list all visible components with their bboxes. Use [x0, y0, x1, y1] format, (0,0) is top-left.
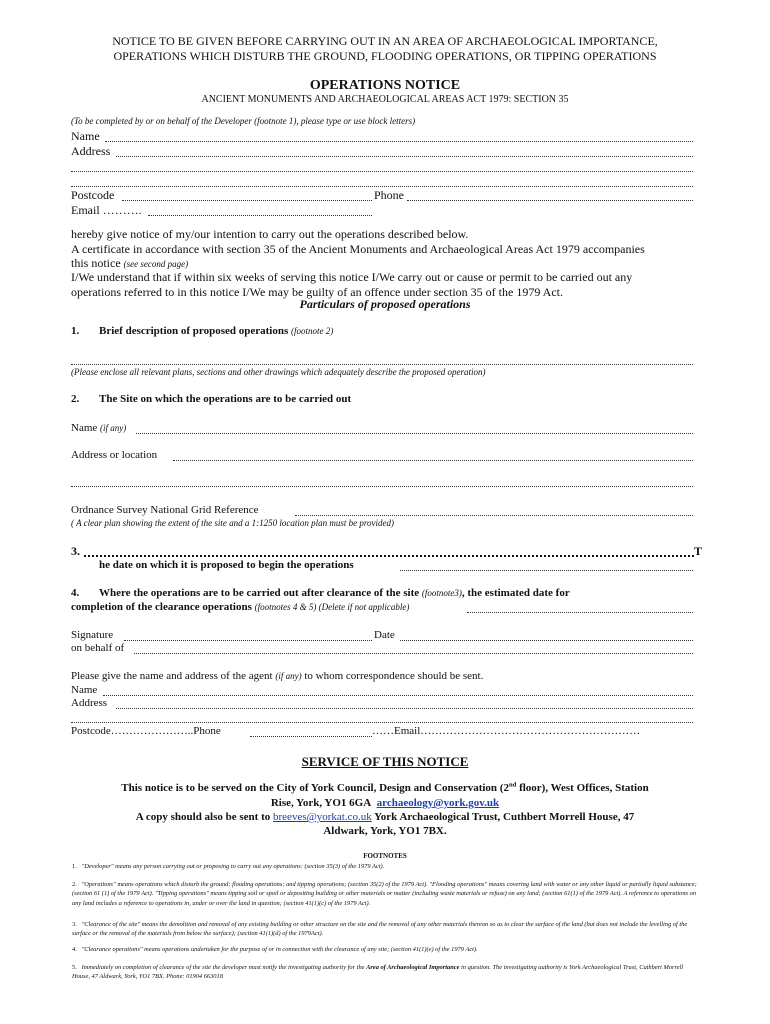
grid-reference-label: Ordnance Survey National Grid Reference [71, 504, 259, 516]
council-email-link[interactable]: archaeology@york.gov.uk [376, 797, 500, 809]
signature-label: Signature [71, 629, 114, 641]
agent-intro: Please give the name and address of the agent (if any) to whom correspondence should be sent. [71, 670, 484, 682]
developer-phone-field[interactable] [407, 200, 693, 201]
start-date-field[interactable] [400, 570, 693, 571]
agent-phone-field[interactable] [250, 736, 372, 737]
service-line3: A copy should also be sent to breeves@yorkat.co.uk York Archaeological Trust, Cuthbert Morrell House, 47 [135, 811, 635, 823]
developer-address-field[interactable] [116, 156, 693, 157]
section1-note: (Please enclose all relevant plans, sections and other drawings which adequately describe the proposed operation) [71, 367, 486, 377]
agent-name-field[interactable] [103, 695, 693, 696]
section3-text: he date on which it is proposed to begin the operations [99, 559, 354, 571]
footnote-5: 5. Immediately on completion of clearance of the site the developer must notify the investigating authority for the Area of Archaeological Importance in question. The investigating authority is York Archaeological Trust, Cuthbert Morrell House, 47 Aldwark, York, YO1 7BX. Phone: 01904 663018 [72, 964, 684, 981]
agent-address-line2[interactable] [71, 722, 693, 723]
date-field[interactable] [400, 640, 693, 641]
agent-postcode-label: Postcode…………………..Phone [71, 725, 221, 737]
developer-phone-label: Phone [374, 188, 404, 202]
section2-heading: The Site on which the operations are to be carried out [99, 393, 352, 405]
site-name-field[interactable] [136, 433, 693, 434]
developer-address-line3[interactable] [71, 186, 693, 187]
site-address-field[interactable] [173, 460, 693, 461]
developer-name-label: Name [71, 129, 100, 143]
declaration-text-1: hereby give notice of my/our intention to carry out the operations described below. [71, 227, 469, 241]
completion-date-field[interactable] [467, 612, 693, 613]
developer-email-field[interactable] [148, 215, 372, 216]
developer-address-label: Address [71, 144, 111, 158]
footnote-4: 4. "Clearance operations" means operations undertaken for the purpose of or in connection with the clearance of any site; (section 41(1)(e) of the 1979 Act). [72, 946, 478, 953]
developer-postcode-label: Postcode [71, 188, 115, 202]
service-line2: Rise, York, YO1 6GA archaeology@york.gov.uk [270, 797, 500, 809]
section3-divider [84, 555, 694, 557]
date-label: Date [374, 629, 395, 641]
developer-name-field[interactable] [105, 141, 693, 142]
developer-address-line2[interactable] [71, 171, 693, 172]
service-title: SERVICE OF THIS NOTICE [301, 754, 469, 769]
grid-reference-note: ( A clear plan showing the extent of the site and a 1:1250 location plan must be provided) [71, 518, 395, 528]
declaration-text-3: this notice (see second page) [71, 256, 189, 270]
section2-number: 2. [71, 393, 80, 405]
section3-number: 3. [71, 544, 80, 558]
declaration-text-4: I/We understand that if within six weeks of serving this notice I/We carry out or cause or permit to be carried out any [71, 270, 633, 284]
footnotes-title: FOOTNOTES [363, 852, 407, 860]
service-line4: Aldwark, York, YO1 7BX. [323, 825, 447, 837]
on-behalf-label: on behalf of [71, 642, 125, 654]
site-name-label: Name (if any) [71, 422, 127, 434]
developer-email-label: Email ………. [71, 203, 142, 217]
on-behalf-field[interactable] [134, 653, 693, 654]
trust-email-link[interactable]: breeves@yorkat.co.uk [273, 811, 372, 823]
act-reference: ANCIENT MONUMENTS AND ARCHAEOLOGICAL AREAS ACT 1979: SECTION 35 [201, 94, 569, 105]
developer-postcode-field[interactable] [122, 200, 372, 201]
agent-name-label: Name [71, 684, 98, 696]
service-line1: This notice is to be served on the City of York Council, Design and Conservation (2nd floor), West Offices, Station [121, 781, 649, 794]
section4-text-line2: completion of the clearance operations (footnotes 4 & 5) (Delete if not applicable) [71, 601, 410, 613]
footnote-1: 1. "Developer" means any person carrying out or proposing to carry out any operations: (section 35(3) of the 1979 Act). [72, 863, 385, 870]
operation-description-field[interactable] [71, 364, 693, 365]
signature-field[interactable] [124, 640, 372, 641]
developer-instruction: (To be completed by or on behalf of the Developer (footnote 1), please type or use block letters) [71, 116, 416, 126]
footnote-3: 3. "Clearance of the site" means the demolition and removal of any existing building or other structure on the site and the removal of any other materials thereon so as to clear the surface of the land (but does not include the levelling of the surface or the removal of the materials from below the surface); (section 41(1)(d) of the 1979Act). [72, 921, 688, 938]
agent-address-field[interactable] [116, 708, 693, 709]
agent-email-label: ……Email…………………………………………………… [372, 725, 641, 737]
declaration-text-2: A certificate in accordance with section 35 of the Ancient Monuments and Archaeological Areas Act 1979 accompanies [71, 242, 645, 256]
particulars-heading: Particulars of proposed operations [299, 297, 471, 311]
notice-title-line1: NOTICE TO BE GIVEN BEFORE CARRYING OUT IN AN AREA OF ARCHAEOLOGICAL IMPORTANCE, [112, 34, 658, 48]
page-title: OPERATIONS NOTICE [309, 78, 461, 93]
declaration-text-5: operations referred to in this notice I/We may be guilty of an offence under section 35 of the 1979 Act. [71, 285, 563, 299]
grid-reference-field[interactable] [295, 515, 693, 516]
section1-heading: Brief description of proposed operations (footnote 2) [99, 325, 334, 337]
site-address-line2[interactable] [71, 486, 693, 487]
section4-text-line1: Where the operations are to be carried out after clearance of the site (footnote3), the estimated date for [99, 587, 570, 599]
section1-number: 1. [71, 325, 80, 337]
section3-letter: T [694, 544, 703, 558]
agent-address-label: Address [71, 697, 108, 709]
site-address-label: Address or location [71, 449, 158, 461]
footnote-2: 2. "Operations" means operations which disturb the ground; flooding operations; and tipping operations; (section 35(2) of the 1979 Act). "Flooding operations" means covering land with water or any other liquid or partially liquid substance; (section 61 (1) of the 1979 Act). "Tipping operations" means tipping soil or spoil or depositing building or other materials or matter (including waste materials or refuse) on any land; (section 61(1) of the 1979 Act). A reference to operations on any land includes a reference to operations in, under or over the land in question; (section 41(1)(c) of the 1979 Act). [72, 881, 697, 907]
notice-title-line2: OPERATIONS WHICH DISTURB THE GROUND, FLOODING OPERATIONS, OR TIPPING OPERATIONS [113, 49, 657, 63]
section4-number: 4. [71, 587, 80, 599]
